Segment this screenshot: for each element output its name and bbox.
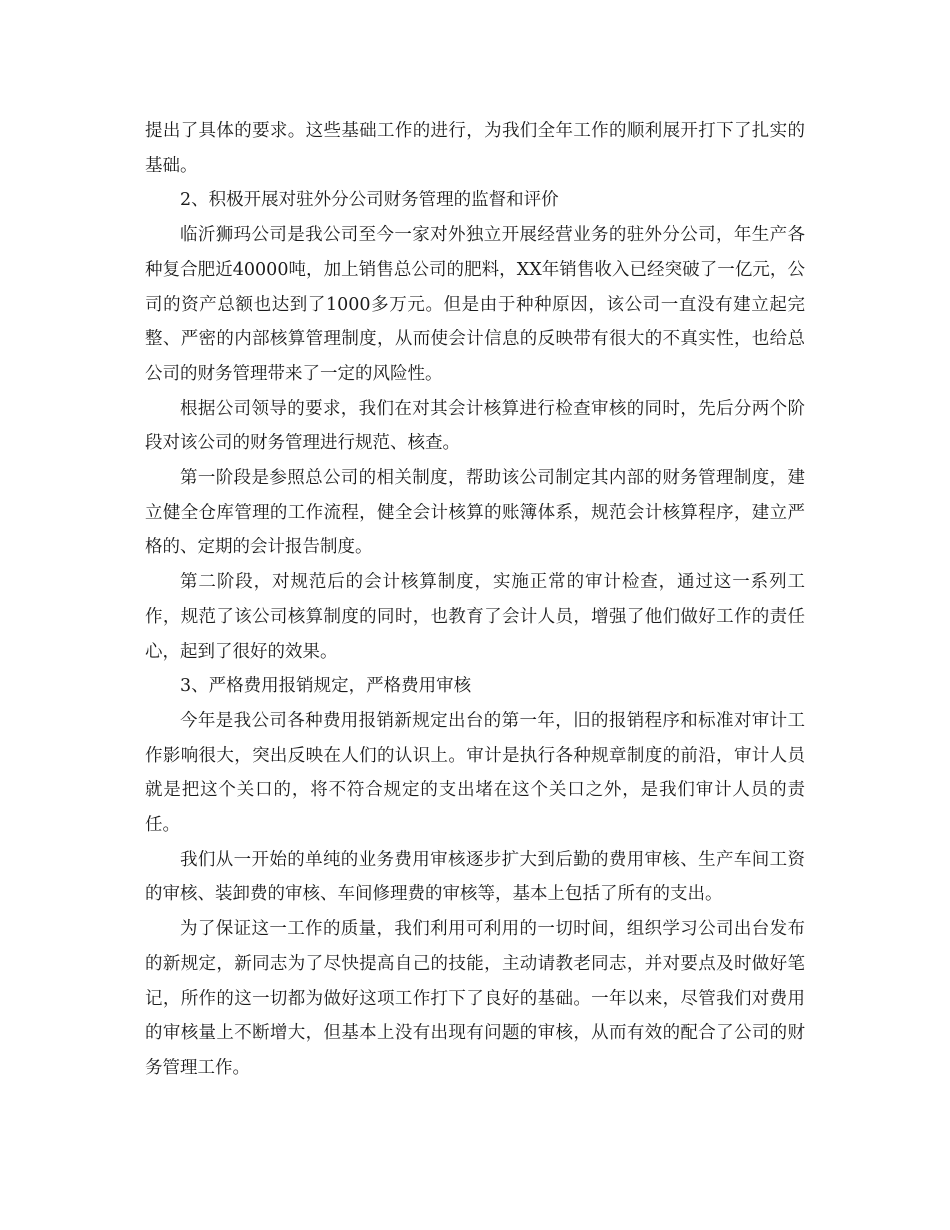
paragraph: 第一阶段是参照总公司的相关制度，帮助该公司制定其内部的财务管理制度，建立健全仓库管理的工作流程，健全会计核算的账簿体系，规范会计核算程序，建立严格的、定期的会计报告制度。 [145,468,805,558]
paragraph-continuation: 提出了具体的要求。这些基础工作的进行，为我们全年工作的顺利展开打下了扎实的基础。 [145,121,805,176]
paragraph: 临沂狮玛公司是我公司至今一家对外独立开展经营业务的驻外分公司，年生产各种复合肥近40000吨，加上销售总公司的肥料，XX年销售收入已经突破了一亿元，公司的资产总额也达到了1000多万元。但是由于种种原因，该公司一直没有建立起完整、严密的内部核算管理制度，从而使会计信息的反映带有很大的不真实性，也给总公司的财务管理带来了一定的风险性。 [145,225,805,384]
document-body [145,114,805,1086]
paragraph: 今年是我公司各种费用报销新规定出台的第一年，旧的报销程序和标准对审计工作影响很大，突出反映在人们的认识上。审计是执行各种规章制度的前沿，审计人员就是把这个关口的，将不符合规定的支出堵在这个关口之外，是我们审计人员的责任。 [145,710,805,836]
section-heading-3: 3、严格费用报销规定，严格费用审核 [180,676,472,697]
section-heading-2: 2、积极开展对驻外分公司财务管理的监督和评价 [180,190,559,211]
paragraph: 为了保证这一工作的质量，我们利用可利用的一切时间，组织学习公司出台发布的新规定，新同志为了尽快提高自己的技能，主动请教老同志，并对要点及时做好笔记，所作的这一切都为做好这项工作打下了良好的基础。一年以来，尽管我们对费用的审核量上不断增大，但基本上没有出现有问题的审核，从而有效的配合了公司的财务管理工作。 [145,919,805,1078]
paragraph: 第二阶段，对规范后的会计核算制度，实施正常的审计检查，通过这一系列工作，规范了该公司核算制度的同时，也教育了会计人员，增强了他们做好工作的责任心，起到了很好的效果。 [145,572,805,662]
paragraph: 我们从一开始的单纯的业务费用审核逐步扩大到后勤的费用审核、生产车间工资的审核、装卸费的审核、车间修理费的审核等，基本上包括了所有的支出。 [145,849,805,905]
paragraph: 根据公司领导的要求，我们在对其会计核算进行检查审核的同时，先后分两个阶段对该公司的财务管理进行规范、核查。 [145,398,805,454]
